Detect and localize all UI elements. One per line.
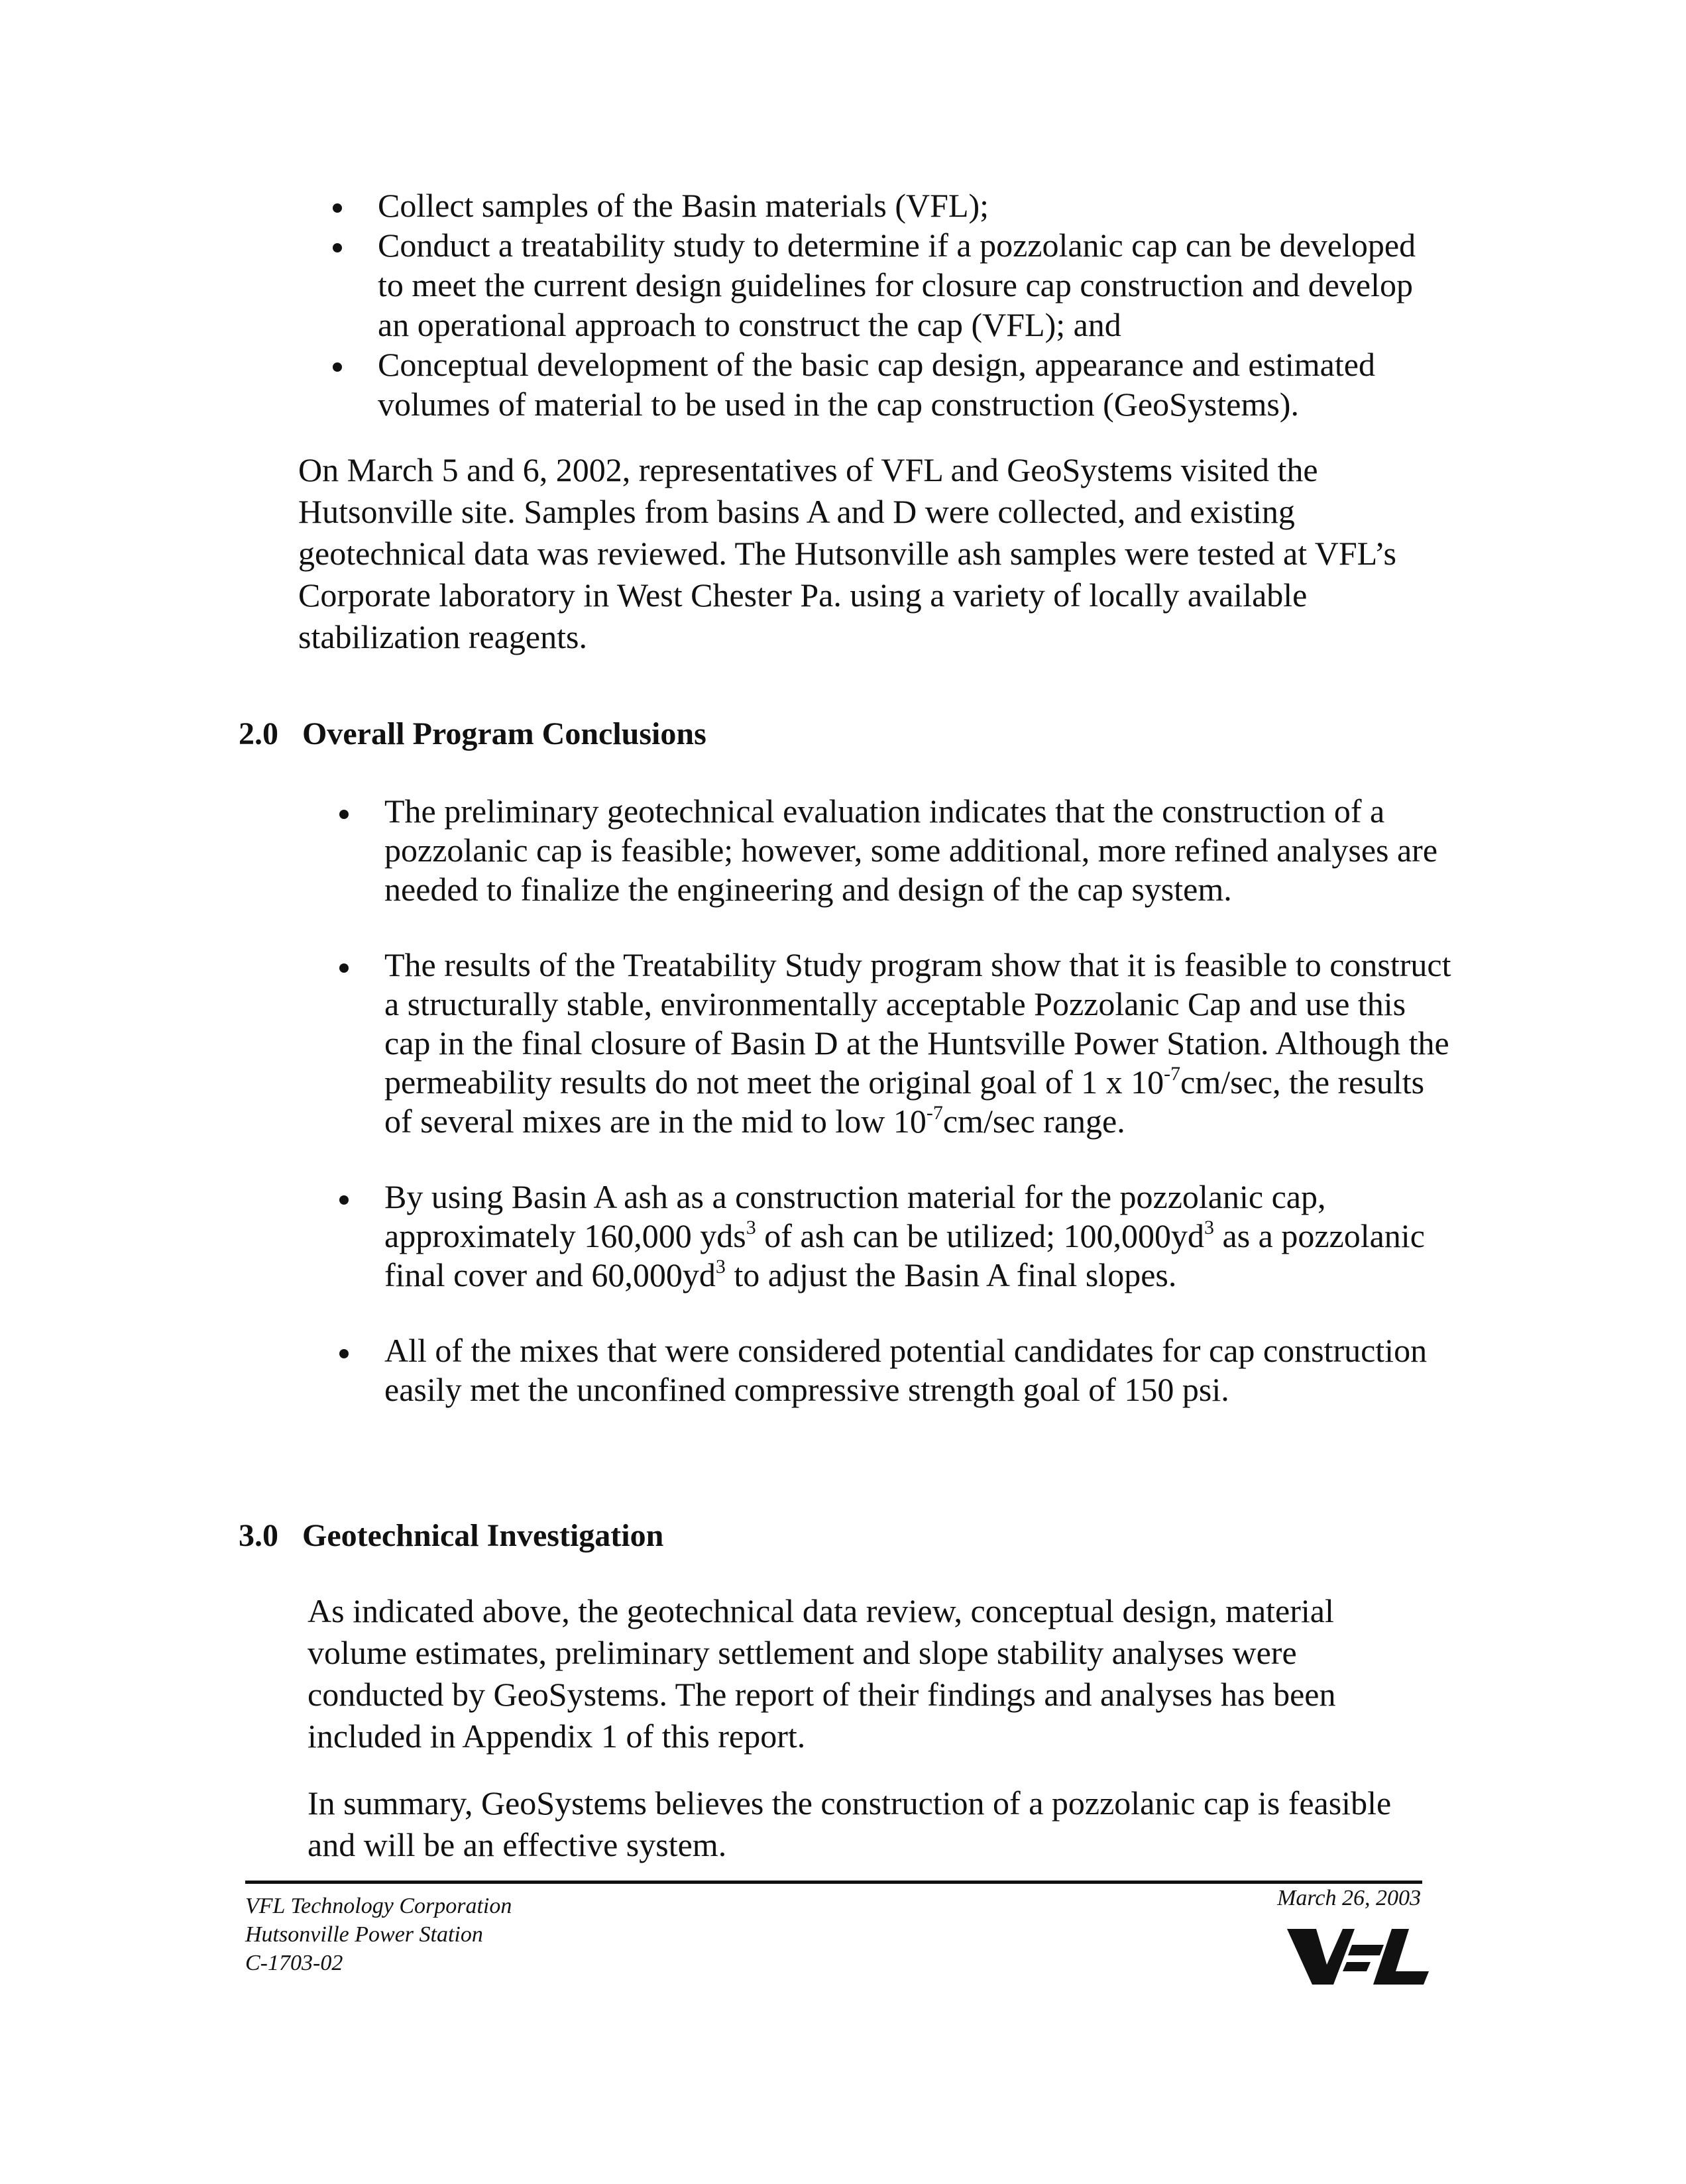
bullet-text: of ash can be utilized; 100,000yd — [756, 1217, 1204, 1254]
footer-date: March 26, 2003 — [1277, 1886, 1421, 1910]
list-item — [325, 345, 1418, 424]
bullet-text: All of the mixes that were considered potential candidates for cap construction easily met the unconfined compressive strength goal of 150 psi. — [384, 1332, 1428, 1408]
list-item — [331, 1177, 1458, 1295]
scope-bullet-list — [325, 186, 1418, 424]
bullet-text: The preliminary geotechnical evaluation indicates that the construction of a pozzolanic cap is feasible; however, some additional, more refined analyses are needed to finalize the engineering and design of the cap system. — [384, 792, 1438, 908]
bullet-text: to adjust the Basin A final slopes. — [725, 1256, 1177, 1293]
list-item — [325, 186, 1418, 225]
summary-paragraph: In summary, GeoSystems believes the construction of a pozzolanic cap is feasible and will be an effective system. — [308, 1784, 1392, 1863]
list-item — [331, 792, 1458, 909]
section-heading — [239, 714, 706, 754]
list-item — [331, 1331, 1458, 1409]
footer-info — [245, 1892, 512, 1977]
bullet-text: as a pozzolanic final cover and 60,000yd — [384, 1217, 1425, 1293]
vfl-logo-icon — [1286, 1925, 1432, 1989]
footer-project: Hutsonville Power Station — [245, 1922, 483, 1947]
exponent: 3 — [715, 1256, 726, 1278]
section-heading — [239, 1516, 663, 1556]
list-item — [331, 946, 1458, 1141]
conclusions-bullet-list — [331, 792, 1458, 1446]
exponent: -7 — [926, 1102, 943, 1124]
list-item — [325, 225, 1418, 345]
exponent: -7 — [1164, 1063, 1181, 1085]
footer-company: VFL Technology Corporation — [245, 1894, 512, 1918]
bullet-text: By using Basin A ash as a construction material for the pozzolanic cap, approximately 160,000 yds — [384, 1178, 1326, 1254]
bullet-icon — [333, 203, 342, 213]
bullet-icon — [339, 963, 349, 973]
section-title: Overall Program Conclusions — [302, 716, 706, 751]
bullet-text: The results of the Treatability Study program show that it is feasible to construct a structurally stable, environmentally acceptable Pozzolanic Cap and use this cap in the final closure of Basin D at the Huntsville Power Station. Although the permeability results do not meet the original goal of 1 x 10 — [384, 946, 1451, 1101]
section-title: Geotechnical Investigation — [302, 1518, 664, 1553]
intro-paragraph: On March 5 and 6, 2002, representatives of VFL and GeoSystems visited the Hutsonville site. Samples from basins A and D were collected, and existing geotechnical data was reviewed. The Hutsonville ash samples were tested at VFL’s Corporate laboratory in West Chester Pa. using a variety of locally available stabilization reagents. — [298, 451, 1396, 655]
bullet-icon — [339, 1195, 349, 1205]
bullet-icon — [339, 1349, 349, 1358]
footer-divider — [245, 1881, 1422, 1884]
exponent: 3 — [746, 1217, 756, 1238]
bullet-icon — [333, 243, 342, 252]
section-number: 3.0 — [239, 1518, 278, 1553]
bullet-icon — [333, 362, 342, 372]
geotechnical-paragraph: As indicated above, the geotechnical data review, conceptual design, material volume estimates, preliminary settlement and slope stability analyses were conducted by GeoSystems. The report of their findings and analyses has been included in Appendix 1 of this report. — [308, 1592, 1336, 1755]
section-number: 2.0 — [239, 716, 278, 751]
bullet-text: cm/sec range. — [942, 1103, 1125, 1140]
bullet-text: Conceptual development of the basic cap design, appearance and estimated volumes of material to be used in the cap construction (GeoSystems). — [378, 346, 1375, 423]
exponent: 3 — [1204, 1217, 1214, 1238]
footer-code: C-1703-02 — [245, 1951, 343, 1975]
bullet-text: Collect samples of the Basin materials (VFL); — [378, 187, 989, 224]
bullet-text: Conduct a treatability study to determine if a pozzolanic cap can be developed to meet the current design guidelines for closure cap construction and develop an operational approach to construct the cap (VFL); and — [378, 227, 1416, 343]
bullet-text: cm/sec, the results of several mixes are in the mid to low 10 — [384, 1064, 1425, 1140]
bullet-icon — [339, 810, 349, 819]
